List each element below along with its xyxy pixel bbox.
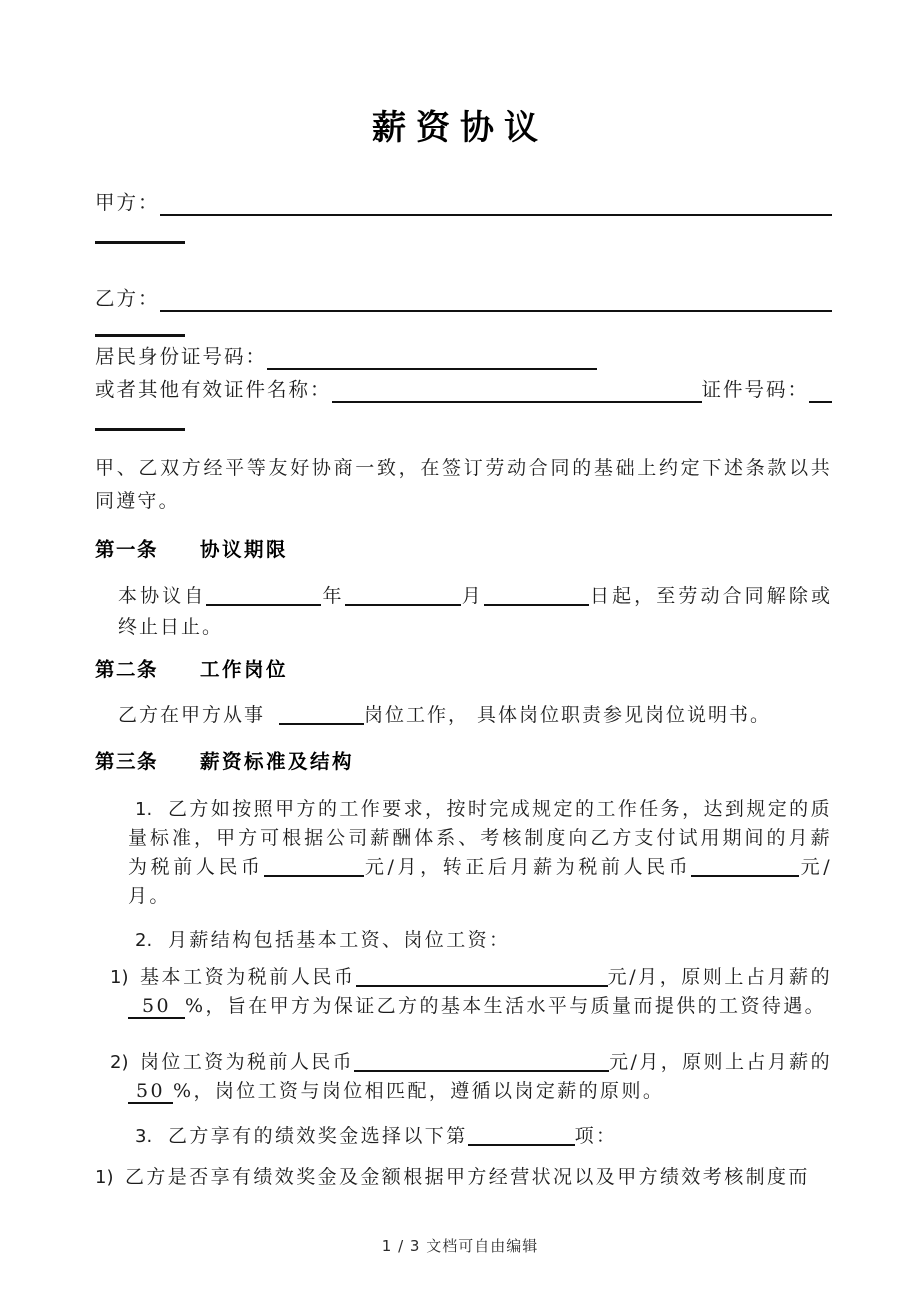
sub-item-1-text-3: ，旨在甲方为保证乙方的基本生活水平与质量而提供的工资待遇。 <box>205 995 827 1017</box>
trial-salary-blank-field[interactable] <box>264 857 364 877</box>
article-2-body <box>118 700 832 730</box>
sub-item-2-text-1: 岗位工资为税前人民币 <box>140 1051 355 1073</box>
article-1-heading <box>95 538 832 562</box>
party-a-label: 甲方： <box>95 191 160 214</box>
item-2-number: 2. <box>135 930 153 951</box>
base-wage-percent-value[interactable]: 50 <box>128 995 185 1019</box>
clause-item-1 <box>95 795 832 911</box>
month-unit-label: 月 <box>460 585 484 607</box>
sub-item-1-text-2: 元/月，原则上占月薪的 <box>607 966 832 988</box>
item-1-text-1: 乙方如按照甲方的工作要求，按时完成规定的工作任务，达到规定的质量标准，甲方可根据公司薪酬体系、考核制度向乙方支付试用期间的月薪为税前人民币 <box>128 798 832 878</box>
position-blank-field[interactable] <box>279 705 364 725</box>
sub-item-2-text-2: 元/月，原则上占月薪的 <box>609 1051 832 1073</box>
month-blank-field[interactable] <box>345 586 461 606</box>
base-wage-blank-field[interactable] <box>356 967 608 987</box>
article-3-heading <box>95 750 832 774</box>
sub-item-1-number: 1) <box>110 967 129 988</box>
cert-no-label: 证件号码： <box>701 378 810 401</box>
preamble-paragraph: 甲、乙双方经平等友好协商一致，在签订劳动合同的基础上约定下述条款以共同遵守。 <box>95 457 832 512</box>
cert-no-overflow-line[interactable] <box>95 428 185 431</box>
article-1-title: 协议期限 <box>200 538 289 561</box>
position-wage-percent-value[interactable]: 50 <box>128 1080 173 1104</box>
article-2-text-post: 岗位工作， 具体岗位职责参见岗位说明书。 <box>364 704 772 726</box>
party-b-row <box>95 286 832 312</box>
page-footer: 1 / 3 文档可自由编辑 <box>381 1237 539 1255</box>
party-b-overflow-line[interactable] <box>95 334 185 337</box>
party-b-blank-field[interactable] <box>160 288 832 312</box>
sub-item-2-number: 2) <box>110 1052 129 1073</box>
resident-id-label: 居民身份证号码： <box>95 345 268 368</box>
item-1-text-2: 元/月，转正后月薪为税前人民币 <box>363 856 692 878</box>
clause-sub-item-3 <box>95 1163 832 1192</box>
other-cert-blank-field[interactable] <box>332 379 702 403</box>
cert-no-blank-field[interactable] <box>809 379 832 403</box>
resident-id-row <box>95 344 832 370</box>
other-cert-label: 或者其他有效证件名称： <box>95 378 332 401</box>
item-2-text: 月薪结构包括基本工资、岗位工资： <box>168 929 511 951</box>
clause-item-3 <box>95 1122 832 1151</box>
clause-sub-item-1 <box>95 963 832 1021</box>
item-3-text-1: 乙方享有的绩效奖金选择以下第 <box>168 1125 468 1147</box>
party-a-row <box>95 190 832 216</box>
position-wage-blank-field[interactable] <box>354 1052 609 1072</box>
item-3-text-2: 项： <box>574 1125 618 1147</box>
bonus-option-blank-field[interactable] <box>468 1126 575 1146</box>
sub-item-3-number: 1) <box>95 1167 114 1188</box>
regular-salary-blank-field[interactable] <box>691 857 799 877</box>
item-1-number: 1. <box>135 799 153 820</box>
year-unit-label: 年 <box>321 585 345 607</box>
party-a-blank-field[interactable] <box>160 192 832 216</box>
sub-item-3-text: 乙方是否享有绩效奖金及金额根据甲方经营状况以及甲方绩效考核制度而 <box>125 1166 810 1188</box>
clause-sub-item-2 <box>95 1048 832 1106</box>
document-title: 薪资协议 <box>372 108 548 148</box>
sub-item-1-text-1: 基本工资为税前人民币 <box>140 966 356 988</box>
article-1-number: 第一条 <box>95 538 159 561</box>
article-2-number: 第二条 <box>95 658 159 681</box>
article-1-text-pre: 本协议自 <box>118 585 207 607</box>
article-2-text-pre: 乙方在甲方从事 <box>118 704 266 726</box>
year-blank-field[interactable] <box>206 586 321 606</box>
article-2-title: 工作岗位 <box>200 658 289 681</box>
resident-id-blank-field[interactable] <box>267 346 597 370</box>
article-3-number: 第三条 <box>95 750 159 773</box>
article-1-body <box>118 581 832 643</box>
party-a-overflow-line[interactable] <box>95 241 185 244</box>
day-blank-field[interactable] <box>484 586 589 606</box>
article-3-title: 薪资标准及结构 <box>200 750 355 773</box>
base-wage-percent-sign: % <box>184 995 206 1017</box>
party-b-label: 乙方： <box>95 287 160 310</box>
article-1-text-post: 日起，至劳动合同解除或终止日止。 <box>118 585 832 638</box>
article-2-heading <box>95 658 832 682</box>
item-1-text-3: 元/月。 <box>128 856 833 907</box>
position-wage-percent-sign: % <box>172 1080 194 1102</box>
item-3-number: 3. <box>135 1126 153 1147</box>
sub-item-2-text-3: ，岗位工资与岗位相匹配，遵循以岗定薪的原则。 <box>193 1080 665 1102</box>
other-cert-row <box>95 377 832 403</box>
clause-item-2 <box>95 926 832 955</box>
